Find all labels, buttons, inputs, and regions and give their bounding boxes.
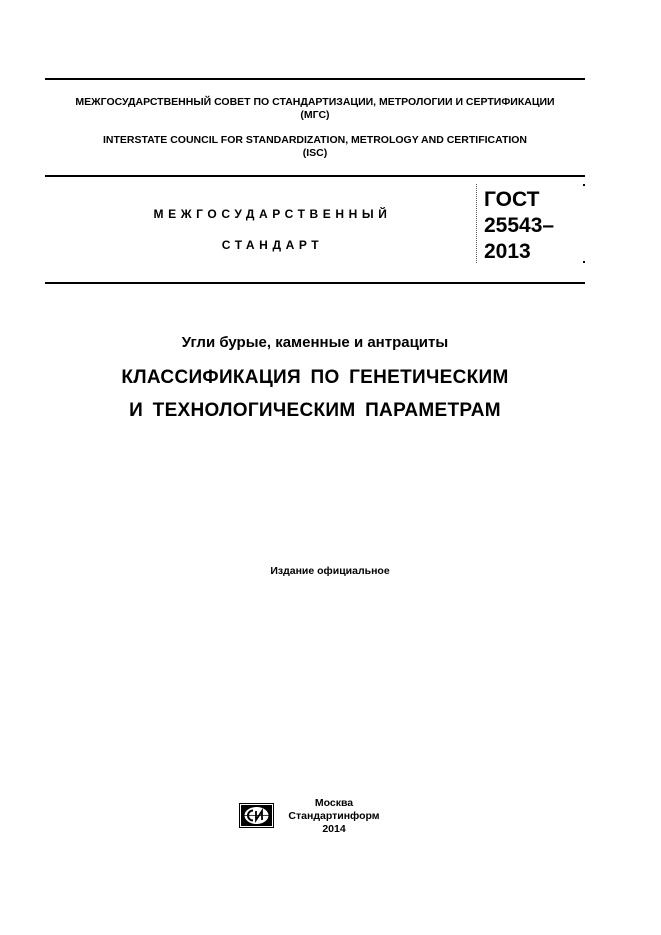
publisher-year: 2014 <box>322 823 346 835</box>
council-name-ru <box>45 96 585 122</box>
publisher-block <box>276 797 392 836</box>
council-name-en-line1: INTERSTATE COUNCIL FOR STANDARDIZATION, METROLOGY AND CERTIFICATION <box>102 134 528 146</box>
middle-rule <box>45 175 585 177</box>
designation-year: 2013 <box>484 240 531 263</box>
council-name-ru-line1: МЕЖГОСУДАРСТВЕННЫЙ СОВЕТ ПО СТАНДАРТИЗАЦИИ, МЕТРОЛОГИИ И СЕРТИФИКАЦИИ <box>75 96 555 108</box>
standard-kind-line1: МЕЖГОСУДАРСТВЕННЫЙ <box>153 207 392 221</box>
top-rule <box>45 78 585 80</box>
edition-note: Издание официальное <box>270 565 390 577</box>
standard-kind-line2: СТАНДАРТ <box>221 238 324 252</box>
council-abbr-ru: (МГС) <box>300 109 330 121</box>
document-title-line1: КЛАССИФИКАЦИЯ ПО ГЕНЕТИЧЕСКИМ <box>121 367 509 388</box>
standartinform-logo-icon <box>239 803 274 828</box>
bottom-rule <box>45 282 585 284</box>
standard-designation <box>484 187 554 265</box>
corner-mark-top <box>583 184 585 186</box>
corner-mark-bottom <box>583 261 585 263</box>
publisher-city: Москва <box>314 797 354 809</box>
designation-divider <box>476 184 477 263</box>
publisher-name: Стандартинформ <box>288 810 380 822</box>
council-abbr-en: (ISC) <box>302 147 328 159</box>
designation-number: 25543– <box>484 214 555 237</box>
council-name-en <box>45 134 585 160</box>
designation-prefix: ГОСТ <box>484 188 540 211</box>
document-title-line2: И ТЕХНОЛОГИЧЕСКИМ ПАРАМЕТРАМ <box>129 400 501 421</box>
document-subtitle: Угли бурые, каменные и антрациты <box>181 334 449 351</box>
